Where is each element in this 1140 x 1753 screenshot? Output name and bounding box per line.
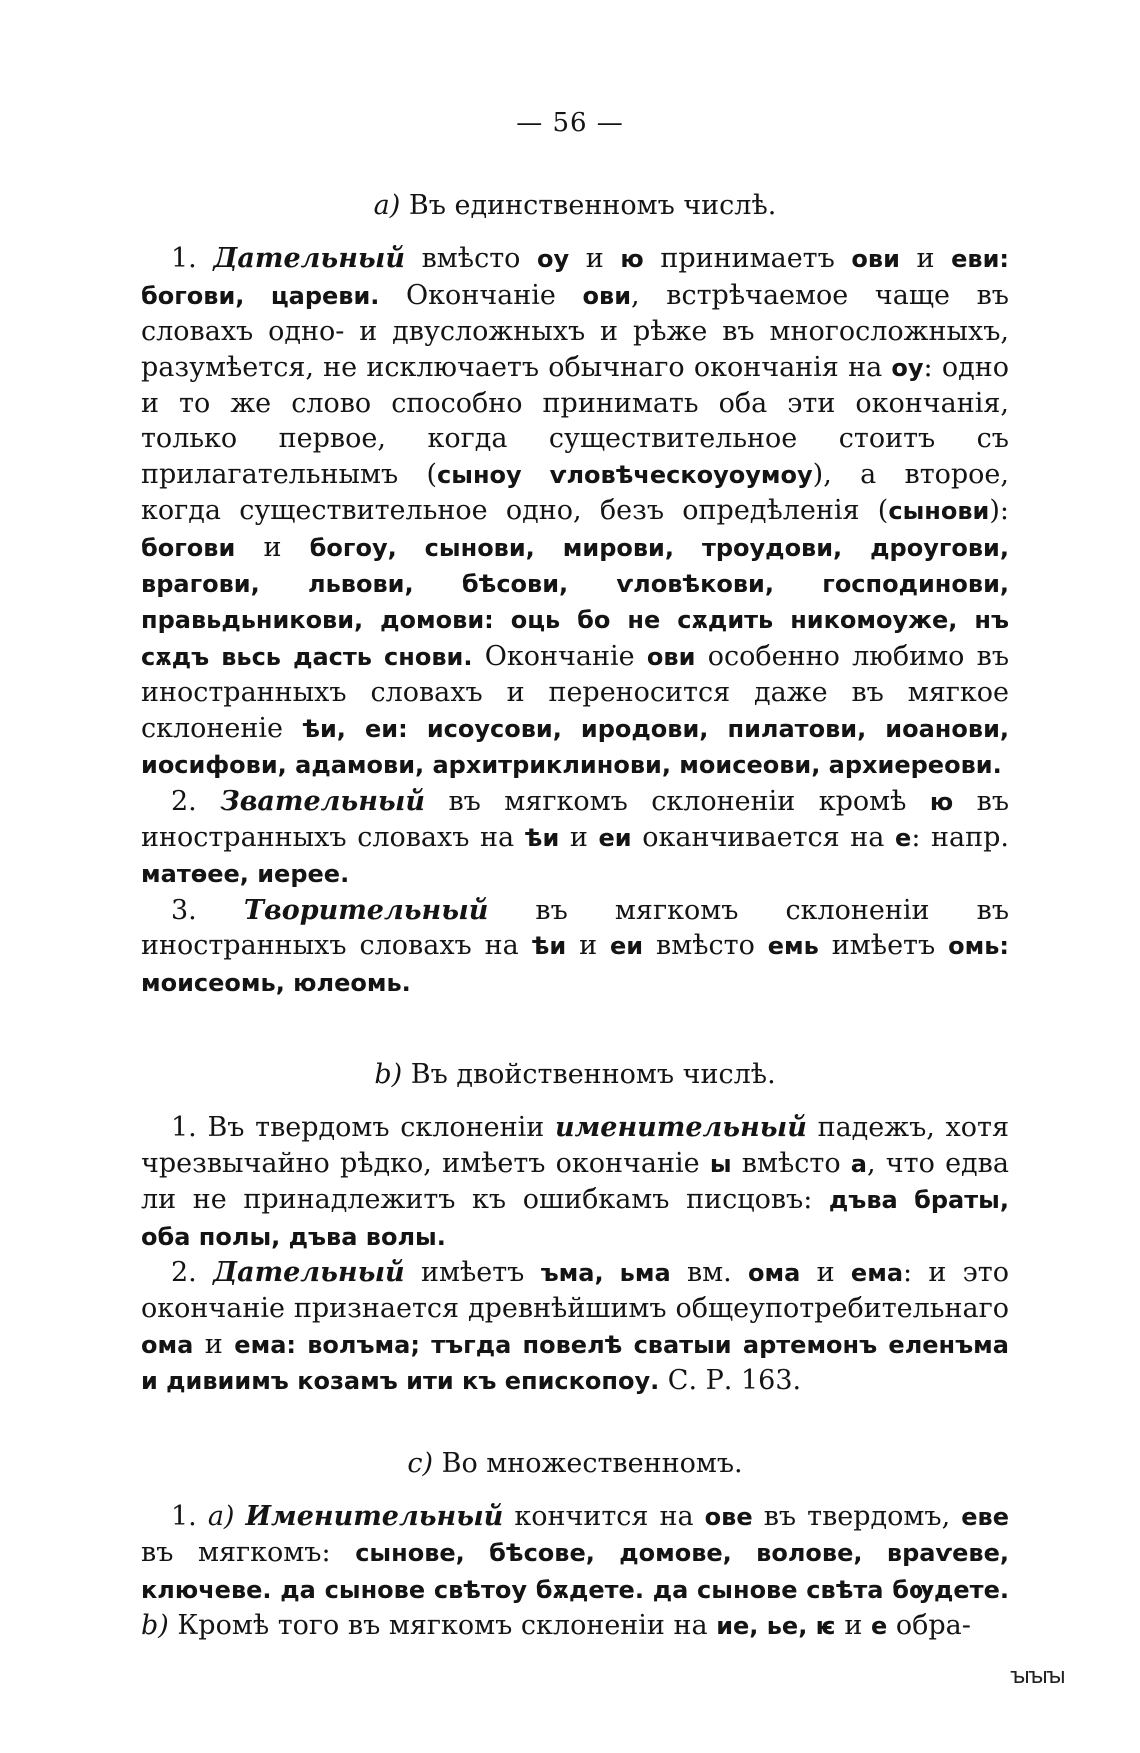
body-text: : и это окончаніе признается древнѣйшимъ общеупотребительнаго [141,1256,1009,1325]
corner-ink-mark: ꙑꙑꙑ [1010,1664,1064,1689]
church-slavonic-example: ови [851,245,900,274]
item-marker: b) [141,1610,178,1642]
section-title: Во множественномъ. [441,1447,743,1479]
church-slavonic-example: ома [141,1330,194,1359]
body-text: оканчивается на [631,821,896,853]
body-text: и [835,1610,871,1642]
section-marker: a) [373,190,401,221]
church-slavonic-example: дъва браты, оба полы, дъва волы. [141,1186,1009,1251]
item-marker: a) [207,1501,246,1532]
church-slavonic-example: еви: богови, цареви. [141,245,1010,310]
body-text: въ мягкомъ склоненіи въ иностранныхъ словахъ на [141,894,1009,962]
body-text: въ твердомъ, [752,1501,962,1532]
body-text: , встрѣчаемое чаще въ словахъ одно- и двусложныхъ и рѣже въ многосложныхъ, разумѣется, не исключаетъ обычнаго окончанія на [141,279,1009,383]
section-heading-singular [141,188,1009,223]
case-term: Творительный [243,894,489,926]
body-text: и [235,531,310,563]
church-slavonic-example: ю [929,787,954,816]
church-slavonic-example: ѣи [531,932,567,961]
body-text: падежъ, хотя чрезвычайно рѣдко, имѣетъ окончаніе [141,1112,1010,1179]
paragraph-nominative-plural [141,1499,1009,1645]
paragraph-vocative-singular [141,784,1009,893]
body-text: въ мягкомъ: [141,1537,356,1569]
body-text: и [193,1328,235,1360]
body-text: обра- [887,1610,971,1642]
body-text: , что едва ли не принадлежитъ къ ошибкамъ писцовъ: [141,1147,1009,1216]
page-number: — 56 — [516,108,624,138]
paragraph-dative-singular [141,241,1009,783]
case-term: Звательный [220,785,426,817]
body-text: и [800,1256,851,1288]
section-marker: c) [407,1447,434,1479]
case-term: Именительный [245,1501,504,1532]
church-slavonic-example: ие, ье, ѥ [716,1612,836,1641]
church-slavonic-example: ове [704,1503,753,1531]
case-term: именительный [554,1112,807,1144]
body-text: особенно любимо въ иностранныхъ словахъ и переносится даже въ мягкое склоненіе [141,640,1010,744]
church-slavonic-example: емь [767,932,819,961]
body-text: въ мягкомъ склоненіи кромѣ [425,785,930,817]
body-text: 3. [171,894,244,926]
body-text: 2. [171,785,221,817]
body-text: вмѣсто [405,243,538,275]
church-slavonic-example: е [895,823,912,852]
body-text: вм. [670,1256,749,1288]
church-slavonic-example: омь: моисеомь, юлеомь. [141,932,1009,997]
body-text: 2. [171,1256,214,1288]
body-text: 1. [171,243,214,275]
church-slavonic-example: сынове, бѣсове, домове, волове, враѵеве, ключеве. да сынове свѣтоу бѫдете. да сынове свѣта бѹдете. [141,1539,1009,1604]
church-slavonic-example: ови [646,642,696,671]
church-slavonic-example: ови [582,281,632,310]
body-text: и [569,243,621,275]
body-text: кончится на [503,1501,705,1532]
church-slavonic-example: ы [709,1149,732,1178]
case-term: Дательный [213,243,405,275]
church-slavonic-example: оу [891,353,924,382]
church-slavonic-example: ю [620,245,644,274]
body-text: : одно и то же слово способно принимать оба эти окончанія, только первое, когда существительное стоитъ съ прилагательнымъ ( [141,351,1010,490]
section-title: Въ единственномъ числѣ. [408,190,777,221]
case-term: Дательный [213,1256,405,1288]
church-slavonic-example: сынови [888,497,990,526]
church-slavonic-example: еи [610,932,644,961]
body-text: имѣетъ [404,1256,541,1288]
section-heading-plural [141,1446,1009,1481]
section-title: Въ двойственномъ числѣ. [410,1058,776,1090]
page-text [141,188,1009,1645]
church-slavonic-example: ома [748,1258,801,1287]
body-text: Кромѣ того въ мягкомъ склоненіи на [177,1610,717,1642]
church-slavonic-example: богови [141,533,236,562]
body-text: имѣетъ [818,930,949,962]
paragraph-dative-dual [141,1255,1009,1400]
body-text: : напр. [911,821,1009,853]
church-slavonic-example: оу [537,245,570,274]
body-text: Окончаніе [472,640,647,672]
body-text: вмѣсто [731,1147,851,1179]
body-text: ), а второе, когда существительное одно, безъ опредѣленія ( [141,458,1009,527]
body-text: 1. Въ твердомъ склоненіи [171,1112,555,1144]
church-slavonic-example: еи [598,823,632,852]
body-text: принимаетъ [643,243,852,275]
church-slavonic-example: ѣи, еи: исоусови, иродови, пилатови, иоанови, иосифови, адамови, архитриклинови, моисеови, архиереови. [141,714,1009,780]
body-text: въ иностранныхъ словахъ на [141,785,1010,853]
paragraph-nominative-dual [141,1110,1009,1255]
body-text: и [566,930,611,962]
body-text: 1. [171,1501,208,1532]
church-slavonic-example: е [871,1612,888,1641]
body-text: вмѣсто [643,930,768,962]
church-slavonic-example: матѳее, иерее. [141,860,350,889]
section-heading-dual [141,1057,1009,1092]
church-slavonic-example: ема [850,1258,904,1287]
church-slavonic-example: ѣи [524,823,560,852]
church-slavonic-example: ема: волъма; тъгда повелѣ сватыи артемонъ еленъма и дивиимъ козамъ ити къ епископоу. [141,1330,1009,1396]
paragraph-instrumental-singular [141,893,1009,1001]
church-slavonic-example: богоу, сынови, мирови, троудови, дроугови, врагови, львови, бѣсови, ѵловѣкови, господинови, правьдьникови, домови: оць бо не сѫдить никомоуже, нъ сѫдъ вьсь дасть снови. [141,533,1009,671]
church-slavonic-example: еве [961,1503,1009,1531]
body-text: ): [989,495,1009,527]
body-text: Окончаніе [379,279,583,311]
body-text: и [559,821,599,853]
body-text: и [899,243,952,275]
church-slavonic-example: сыноу ѵловѣческоуоумоу [437,460,813,489]
section-marker: b) [374,1058,403,1090]
body-text: С. Р. 163. [659,1365,802,1397]
church-slavonic-example: а [850,1149,867,1178]
church-slavonic-example: ъма, ьма [540,1258,671,1287]
